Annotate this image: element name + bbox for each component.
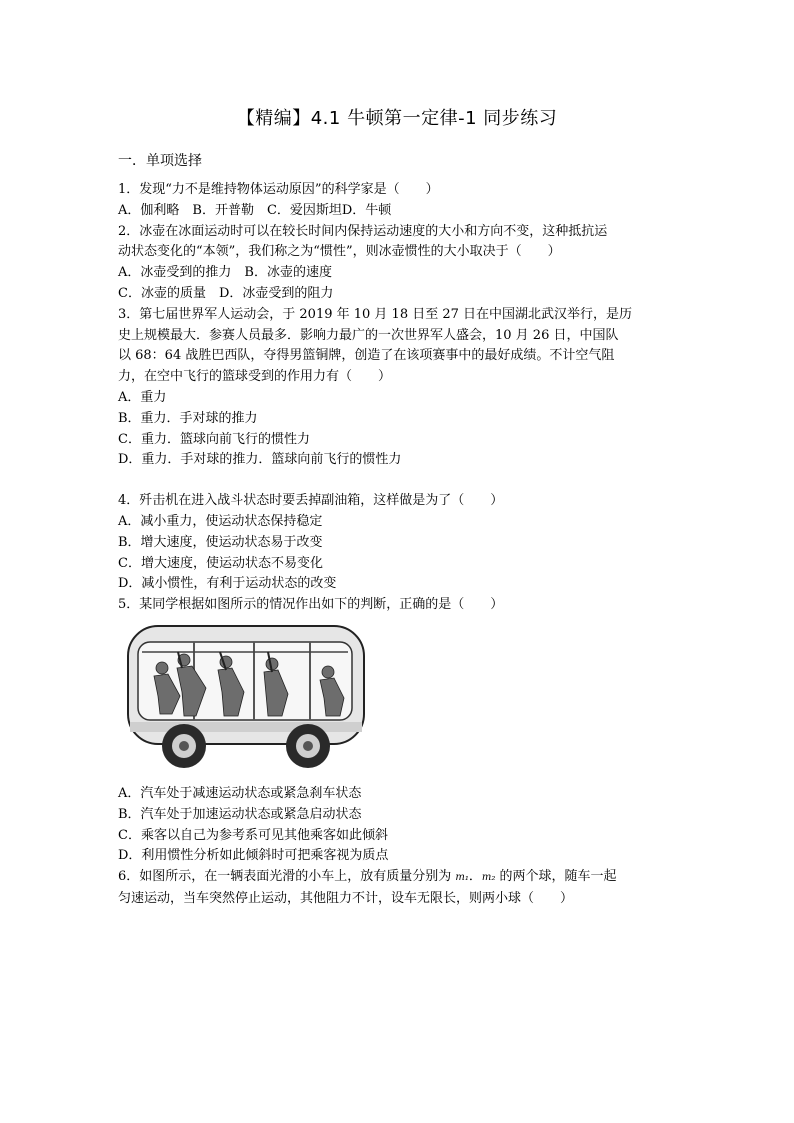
q3-option-b: B．重力．手对球的推力 xyxy=(118,410,258,426)
q5-option-a: A．汽车处于减速运动状态或紧急刹车状态 xyxy=(118,785,362,801)
q5-option-c: C．乘客以自己为参考系可见其他乘客如此倾斜 xyxy=(118,827,388,843)
page-title: 【精编】4.1 牛顿第一定律-1 同步练习 xyxy=(236,108,558,129)
question-list xyxy=(118,180,678,910)
q3-option-c: C．重力．篮球向前飞行的惯性力 xyxy=(118,431,310,447)
q3-stem-line3: 以 68：64 战胜巴西队，夺得男篮铜牌，创造了在该项赛事中的最好成绩。不计空气阻 xyxy=(118,348,615,364)
separator: ． xyxy=(468,869,482,885)
q4-stem: 4．歼击机在进入战斗状态时要丢掉副油箱，这样做是为了（ ） xyxy=(118,493,504,509)
bus-illustration xyxy=(122,622,372,774)
q2-stem-line1: 2．冰壶在冰面运动时可以在较长时间内保持运动速度的大小和方向不变，这种抵抗运 xyxy=(118,223,608,239)
mass-m2: m₂ xyxy=(481,872,496,884)
q2-options-ab: A．冰壶受到的推力 B．冰壶的速度 xyxy=(118,265,332,281)
mass-m1: m₁ xyxy=(455,872,469,884)
section-heading: 一．单项选择 xyxy=(118,153,202,169)
q1-stem: 1．发现“力不是维持物体运动原因”的科学家是（ ） xyxy=(118,182,439,197)
q6-stem-line1 xyxy=(118,867,678,889)
q3-stem-line4: 力，在空中飞行的篮球受到的作用力有（ ） xyxy=(118,369,392,385)
q2-options-cd: C．冰壶的质量 D．冰壶受到的阻力 xyxy=(118,285,334,301)
q4-option-c: C．增大速度，使运动状态不易变化 xyxy=(118,555,323,571)
q6-stem-line2: 匀速运动，当车突然停止运动，其他阻力不计，设车无限长，则两小球（ ） xyxy=(118,890,574,906)
q6-stem-part1: 6．如图所示，在一辆表面光滑的小车上，放有质量分别为 xyxy=(118,869,456,885)
q3-option-d: D．重力．手对球的推力．篮球向前飞行的惯性力 xyxy=(118,452,402,468)
q6-stem-part2: 的两个球，随车一起 xyxy=(495,869,617,885)
spacer xyxy=(118,471,678,491)
q1-options: A．伽利略 B．开普勒 C．爱因斯坦D．牛顿 xyxy=(118,202,392,218)
wheel-front xyxy=(162,724,206,768)
q4-option-b: B．增大速度，使运动状态易于改变 xyxy=(118,534,323,550)
q5-stem: 5．某同学根据如图所示的情况作出如下的判断，正确的是（ ） xyxy=(118,597,504,613)
q5-option-b: B．汽车处于加速运动状态或紧急启动状态 xyxy=(118,806,362,822)
q5-option-d: D．利用惯性分析如此倾斜时可把乘客视为质点 xyxy=(118,848,389,864)
wheel-rear xyxy=(286,724,330,768)
q4-option-a: A．减小重力，使运动状态保持稳定 xyxy=(118,513,323,529)
q2-stem-line2: 动状态变化的“本领”，我们称之为“惯性”，则冰壶惯性的大小取决于（ ） xyxy=(118,244,561,260)
q3-stem-line2: 史上规模最大．参赛人员最多．影响力最广的一次世界军人盛会，10 月 26 日，中国队 xyxy=(118,327,619,343)
bus-figure xyxy=(118,622,678,780)
q3-stem-line1: 3．第七届世界军人运动会，于 2019 年 10 月 18 日至 27 日在中国湖北武汉举行，是历 xyxy=(118,306,633,322)
q4-option-d: D．减小惯性，有利于运动状态的改变 xyxy=(118,576,337,592)
q3-option-a: A．重力 xyxy=(118,389,167,405)
